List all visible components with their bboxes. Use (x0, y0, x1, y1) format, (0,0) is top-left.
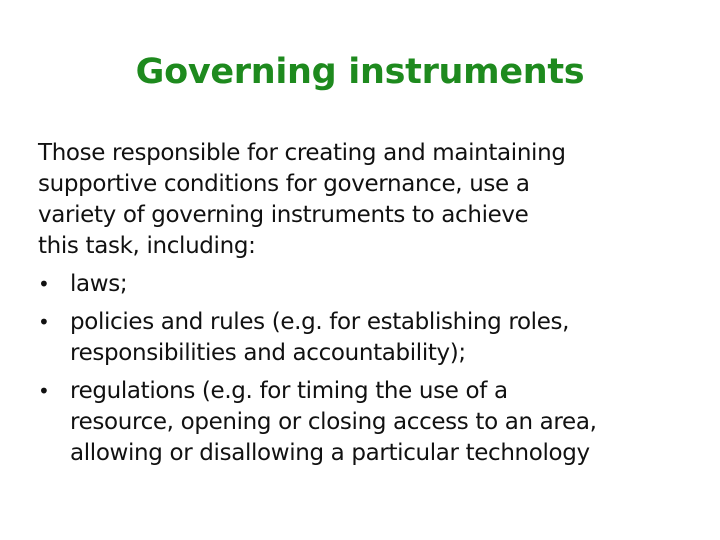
intro-line: supportive conditions for governance, use a (38, 171, 530, 197)
bullet-icon: • (38, 272, 50, 296)
bullet-list (38, 269, 706, 469)
slide-title: Governing instruments (135, 52, 585, 92)
intro-paragraph (38, 138, 706, 262)
intro-line: this task, including: (38, 233, 256, 259)
intro-line: Those responsible for creating and maintaining (38, 140, 566, 166)
bullet-line: regulations (e.g. for timing the use of a (70, 378, 508, 404)
slide-body (38, 138, 706, 476)
bullet-item-regulations (38, 376, 706, 469)
bullet-item-policies (38, 307, 706, 369)
bullet-icon: • (38, 379, 50, 403)
bullet-item-laws (38, 269, 706, 300)
bullet-line: laws; (70, 271, 128, 297)
intro-line: variety of governing instruments to achieve (38, 202, 529, 228)
bullet-line: responsibilities and accountability); (70, 340, 466, 366)
bullet-line: policies and rules (e.g. for establishing roles, (70, 309, 570, 335)
bullet-icon: • (38, 310, 50, 334)
bullet-line: allowing or disallowing a particular technology (70, 440, 590, 466)
bullet-line: resource, opening or closing access to an area, (70, 409, 597, 435)
